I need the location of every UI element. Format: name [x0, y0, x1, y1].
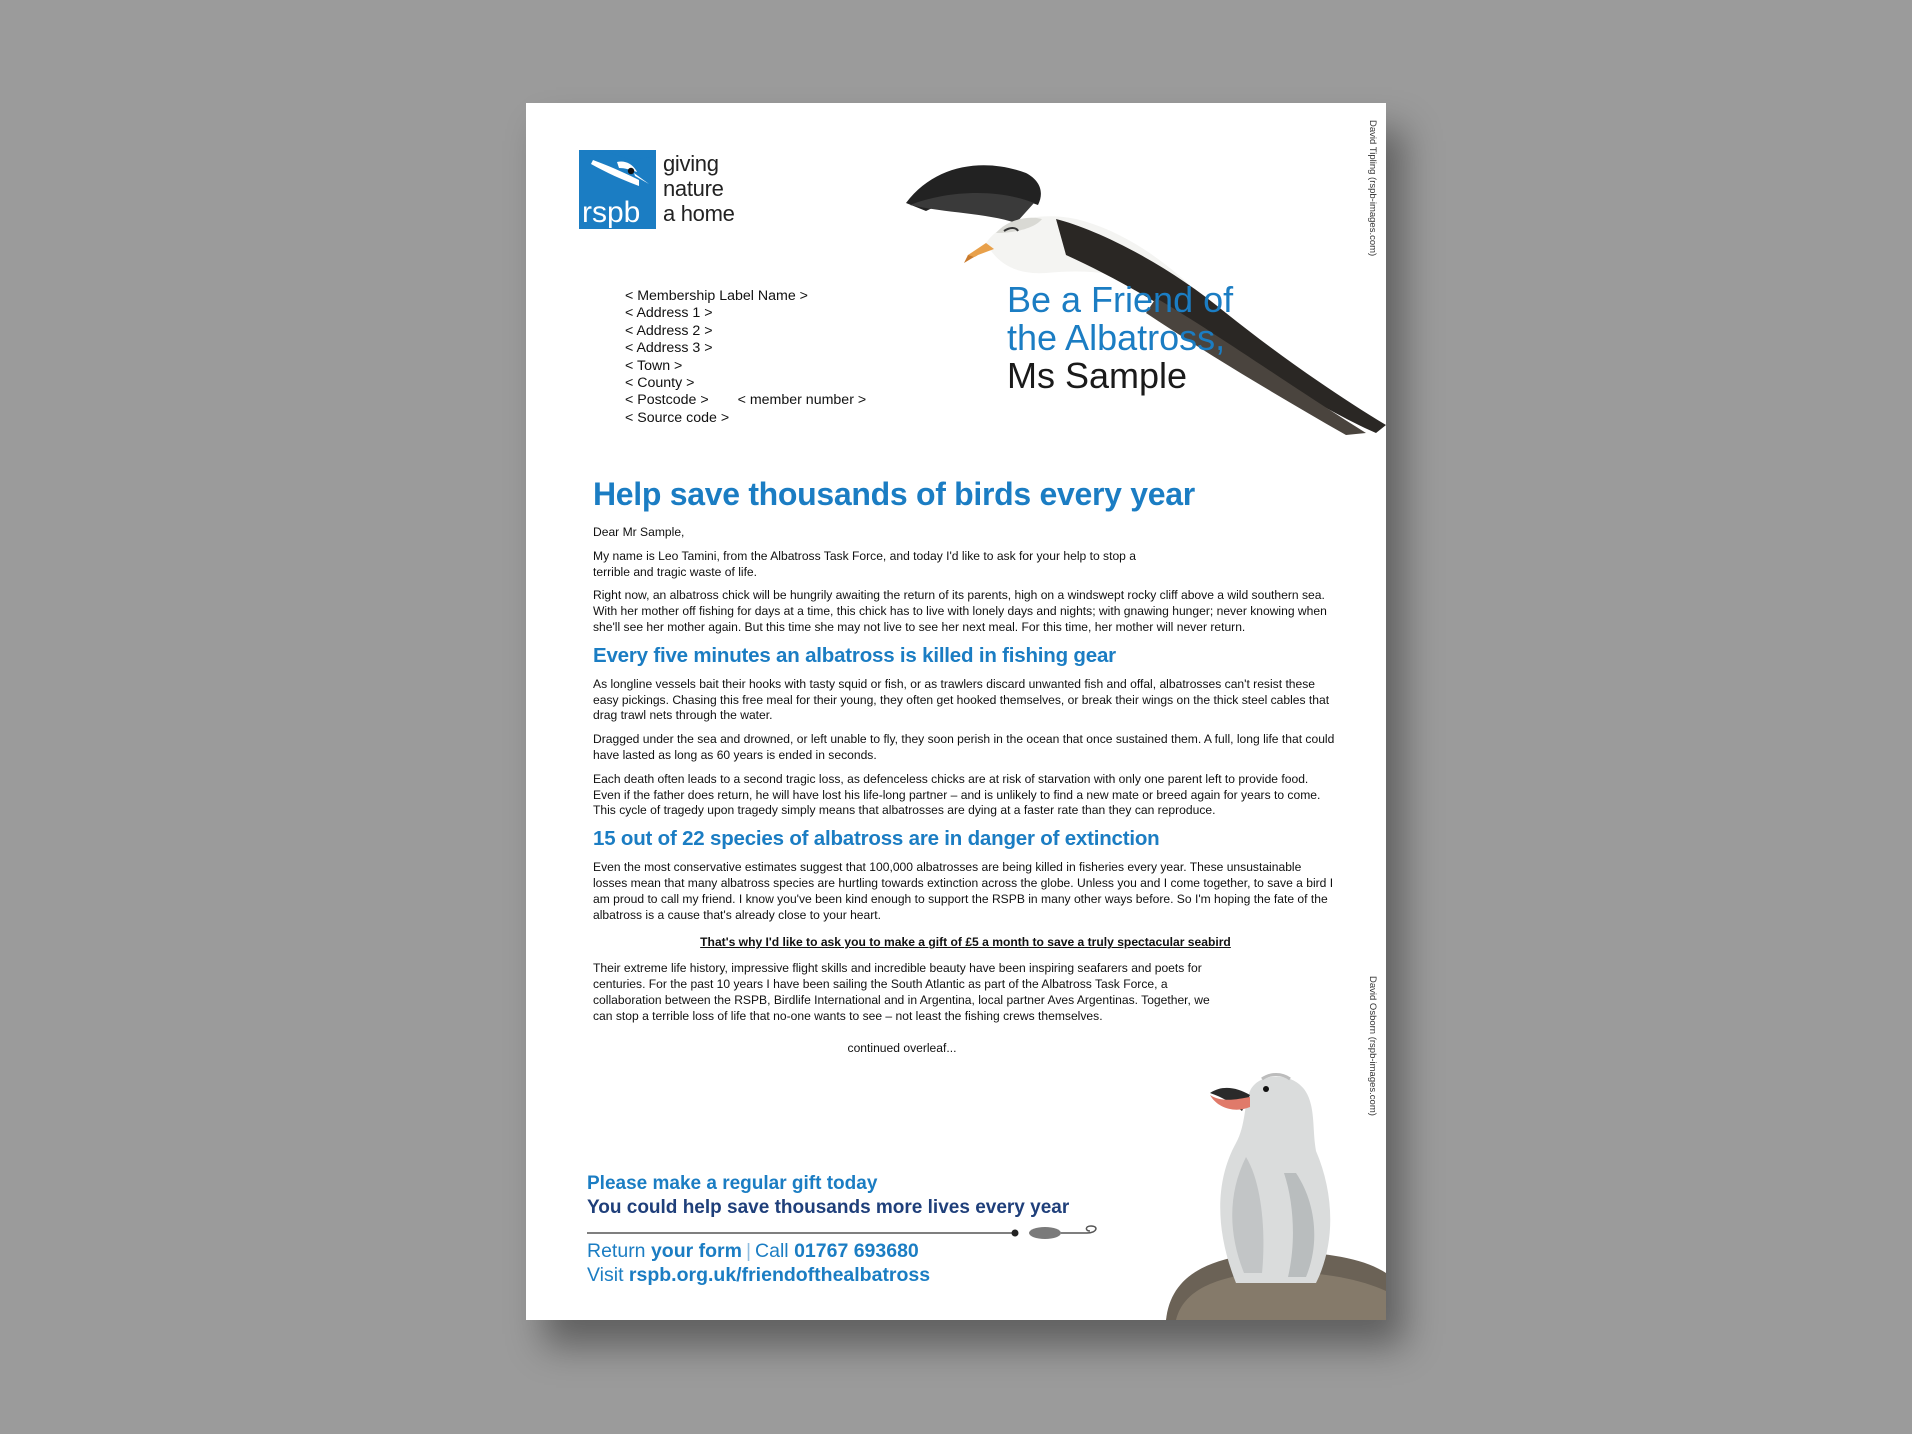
- member-number-placeholder: < member number >: [737, 392, 867, 409]
- address-block: [625, 288, 866, 427]
- paragraph: Each death often leads to a second tragic loss, as defenceless chicks are at risk of starvation with only one parent left to provide food. Even if the father does return, he will have lost his life-long partner – and is unlikely to find a new mate or breed again for years to come. This cycle of tragedy upon tragedy simply means that albatrosses are dying at a faster rate than they can reproduce.: [593, 771, 1321, 818]
- return-prefix: Return: [587, 1240, 646, 1262]
- phone-number: 01767 693680: [794, 1240, 919, 1262]
- tagline-line: giving: [663, 151, 719, 176]
- logo-tagline: [663, 151, 735, 226]
- greeting-line: Be a Friend of: [1007, 279, 1234, 320]
- address-line: < Town >: [625, 357, 683, 374]
- continued-overleaf: continued overleaf...: [847, 1040, 957, 1055]
- paragraph: My name is Leo Tamini, from the Albatross Task Force, and today I'd like to ask for your help to stop a terrible and tragic waste of life.: [593, 548, 1136, 579]
- paragraph: Right now, an albatross chick will be hungrily awaiting the return of its parents, high on a windswept rocky cliff above a wild southern sea. With her mother off fishing for days at a time, this chick has to live with lonely days and nights; with gnawing hunger; never knowing when she'll see her mother again. But this time she may not live to see her next meal. For this time, her mother will never return.: [593, 588, 1327, 634]
- address-line: < Address 1 >: [625, 305, 713, 322]
- salutation: Dear Mr Sample,: [593, 525, 685, 539]
- call-prefix: Call: [755, 1240, 789, 1262]
- contact-line-phone: [587, 1240, 919, 1263]
- paragraph: Their extreme life history, impressive flight skills and incredible beauty have been inspiring seafarers and poets for centuries. For the past 10 years I have been sailing the South Atlantic as part of the Albatross Task Force, a collaboration between the RSPB, Birdlife International and in Argentina, local partner Aves Argentinas. Together, we can stop a terrible loss of life that no-one wants to see – not least the fishing crews themselves.: [593, 961, 1210, 1023]
- separator: |: [745, 1240, 752, 1262]
- paragraph: As longline vessels bait their hooks with tasty squid or fish, or as trawlers discard unwanted fish and offal, albatrosses can't resist these easy pickings. Chasing this free meal for their young, they often get hooked themselves, or break their wings on the thick steel cables that drag trawl nets through the water.: [593, 676, 1330, 723]
- photo-credit-top: David Tipling (rspb-images.com): [1367, 120, 1378, 257]
- cta-subheading: You could help save thousands more lives every year: [587, 1197, 1070, 1218]
- photo-credit-bottom: David Osborn (rspb-images.com): [1367, 976, 1378, 1116]
- letter-headline: Help save thousands of birds every year: [593, 476, 1195, 512]
- paragraph: Dragged under the sea and drowned, or left unable to fly, they soon perish in the ocean that once sustained them. A full, long life that could have lasted as long as 60 years is ended in seconds.: [593, 732, 1335, 762]
- greeting-headline: [1007, 281, 1233, 395]
- address-line: < Source code >: [625, 409, 730, 426]
- logo-wordmark: rspb: [582, 196, 641, 229]
- contact-line-web: [587, 1264, 930, 1287]
- website-url: rspb.org.uk/friendofthealbatross: [628, 1264, 931, 1286]
- paragraph: Even the most conservative estimates suggest that 100,000 albatrosses are being killed in fisheries every year. These unsustainable losses mean that many albatross species are hurtling towards extinction across the globe. Unless you and I come together, to save a bird I am proud to call my friend. I know you've been kind enough to support the RSPB in many other ways before. So I'm hoping the fate of the albatross is a cause that's already close to your heart.: [593, 860, 1334, 922]
- greeting-name: Ms Sample: [1007, 355, 1188, 396]
- postcode-placeholder: < Postcode >: [625, 392, 709, 409]
- subheading: Every five minutes an albatross is killed in fishing gear: [593, 643, 1116, 667]
- appeal-letter-page: [526, 103, 1386, 1320]
- tagline-line: a home: [663, 201, 735, 226]
- address-line: < Address 3 >: [625, 340, 713, 357]
- albatross-chick-image: [1166, 1033, 1386, 1320]
- address-line: < County >: [625, 375, 695, 392]
- visit-prefix: Visit: [587, 1264, 624, 1286]
- tagline-line: nature: [663, 176, 724, 201]
- return-form-label: your form: [650, 1240, 742, 1262]
- subheading: 15 out of 22 species of albatross are in danger of extinction: [593, 827, 1160, 851]
- address-line: < Membership Label Name >: [625, 288, 808, 304]
- donation-ask: That's why I'd like to ask you to make a gift of £5 a month to save a truly spectacular seabird: [700, 935, 1231, 950]
- greeting-line: the Albatross,: [1007, 317, 1226, 358]
- address-line: [625, 392, 866, 409]
- address-line: < Address 2 >: [625, 322, 713, 339]
- letter-body: [593, 476, 1338, 1055]
- cta-heading: Please make a regular gift today: [587, 1173, 878, 1194]
- rspb-logo: [579, 150, 656, 229]
